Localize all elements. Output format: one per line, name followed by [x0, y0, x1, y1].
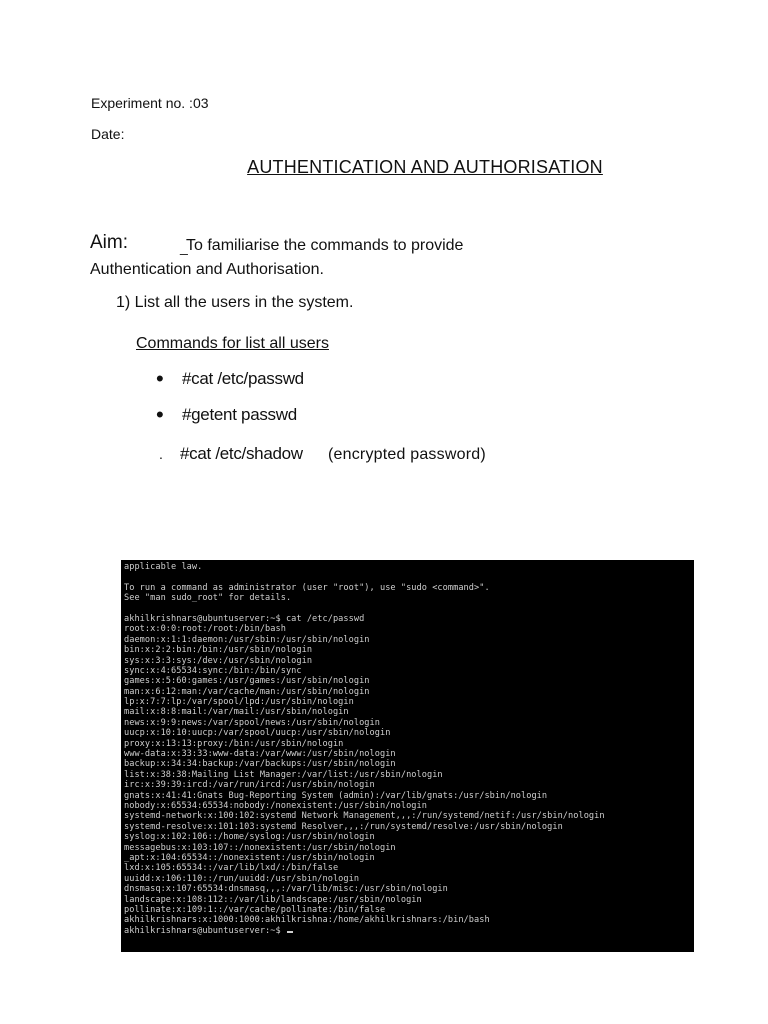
- experiment-number: Experiment no. :03: [91, 95, 209, 111]
- terminal-screenshot: [121, 560, 694, 952]
- terminal-line: landscape:x:108:112::/var/lib/landscape:/usr/sbin/nologin: [124, 894, 422, 905]
- terminal-line: _apt:x:104:65534::/nonexistent:/usr/sbin/nologin: [124, 852, 375, 863]
- terminal-line: gnats:x:41:41:Gnats Bug-Reporting System (admin):/var/lib/gnats:/usr/sbin/nologin: [124, 790, 548, 801]
- command-note: (encrypted password): [328, 446, 486, 463]
- terminal-line: games:x:5:60:games:/usr/games:/usr/sbin/nologin: [124, 676, 370, 687]
- aim-text-line-2: Authentication and Authorisation.: [90, 261, 324, 278]
- terminal-line: uucp:x:10:10:uucp:/var/spool/uucp:/usr/sbin/nologin: [124, 728, 391, 739]
- terminal-line: man:x:6:12:man:/var/cache/man:/usr/sbin/nologin: [124, 686, 370, 697]
- terminal-line: systemd-resolve:x:101:103:systemd Resolver,,,:/run/systemd/resolve:/usr/sbin/nologin: [124, 821, 563, 832]
- step-1: 1) List all the users in the system.: [116, 294, 354, 311]
- command-cat-shadow: #cat /etc/shadow: [180, 444, 303, 463]
- terminal-line: dnsmasq:x:107:65534:dnsmasq,,,:/var/lib/misc:/usr/sbin/nologin: [124, 884, 448, 895]
- terminal-line: irc:x:39:39:ircd:/var/run/ircd:/usr/sbin/nologin: [124, 780, 375, 791]
- terminal-line: To run a command as administrator (user "root"), use "sudo <command>".: [124, 582, 490, 593]
- page-title: AUTHENTICATION AND AUTHORISATION: [247, 157, 603, 177]
- aim-text-line-1: To familiarise the commands to provide: [186, 237, 464, 254]
- command-getent-passwd: #getent passwd: [182, 405, 297, 424]
- terminal-line: messagebus:x:103:107::/nonexistent:/usr/sbin/nologin: [124, 842, 396, 853]
- aim-label: Aim:: [90, 232, 128, 253]
- terminal-output: [124, 562, 605, 936]
- terminal-line: news:x:9:9:news:/var/spool/news:/usr/sbin/nologin: [124, 717, 380, 728]
- terminal-line: akhilkrishnars@ubuntuserver:~$ cat /etc/passwd: [124, 613, 365, 624]
- terminal-prompt-line: akhilkrishnars@ubuntuserver:~$: [124, 926, 605, 936]
- date-label: Date:: [91, 126, 125, 142]
- terminal-line: list:x:38:38:Mailing List Manager:/var/list:/usr/sbin/nologin: [124, 769, 443, 780]
- terminal-line: sync:x:4:65534:sync:/bin:/bin/sync: [124, 665, 302, 676]
- terminal-line: akhilkrishnars:x:1000:1000:akhilkrishna:/home/akhilkrishnars:/bin/bash: [124, 915, 490, 926]
- aim-marker: _: [180, 239, 188, 255]
- terminal-line: See "man sudo_root" for details.: [124, 593, 292, 604]
- terminal-line: lp:x:7:7:lp:/var/spool/lpd:/usr/sbin/nologin: [124, 697, 354, 708]
- terminal-line: [124, 572, 605, 582]
- terminal-line: root:x:0:0:root:/root:/bin/bash: [124, 624, 286, 635]
- bullet-marker: •: [156, 366, 164, 391]
- terminal-line: bin:x:2:2:bin:/bin:/usr/sbin/nologin: [124, 645, 313, 656]
- terminal-line: applicable law.: [124, 562, 203, 572]
- terminal-cursor: [287, 931, 293, 933]
- terminal-line: lxd:x:105:65534::/var/lib/lxd/:/bin/false: [124, 863, 339, 874]
- command-cat-passwd: #cat /etc/passwd: [182, 369, 304, 388]
- terminal-line: daemon:x:1:1:daemon:/usr/sbin:/usr/sbin/nologin: [124, 634, 370, 645]
- terminal-line: uuidd:x:106:110::/run/uuidd:/usr/sbin/nologin: [124, 873, 360, 884]
- bullet-marker: .: [159, 446, 163, 462]
- terminal-line: systemd-network:x:100:102:systemd Network Management,,,:/run/systemd/netif:/usr/sbin/nologin: [124, 811, 605, 822]
- terminal-line: backup:x:34:34:backup:/var/backups:/usr/sbin/nologin: [124, 759, 396, 770]
- terminal-line: mail:x:8:8:mail:/var/mail:/usr/sbin/nologin: [124, 707, 349, 718]
- terminal-line: [124, 604, 605, 614]
- terminal-line: pollinate:x:109:1::/var/cache/pollinate:/bin/false: [124, 904, 386, 915]
- terminal-line: www-data:x:33:33:www-data:/var/www:/usr/sbin/nologin: [124, 749, 396, 760]
- terminal-line: sys:x:3:3:sys:/dev:/usr/sbin/nologin: [124, 655, 313, 666]
- terminal-line: proxy:x:13:13:proxy:/bin:/usr/sbin/nologin: [124, 738, 344, 749]
- terminal-line: syslog:x:102:106::/home/syslog:/usr/sbin/nologin: [124, 832, 375, 843]
- bullet-marker: •: [156, 402, 164, 427]
- commands-heading: Commands for list all users: [136, 335, 329, 352]
- terminal-line: nobody:x:65534:65534:nobody:/nonexistent:/usr/sbin/nologin: [124, 800, 427, 811]
